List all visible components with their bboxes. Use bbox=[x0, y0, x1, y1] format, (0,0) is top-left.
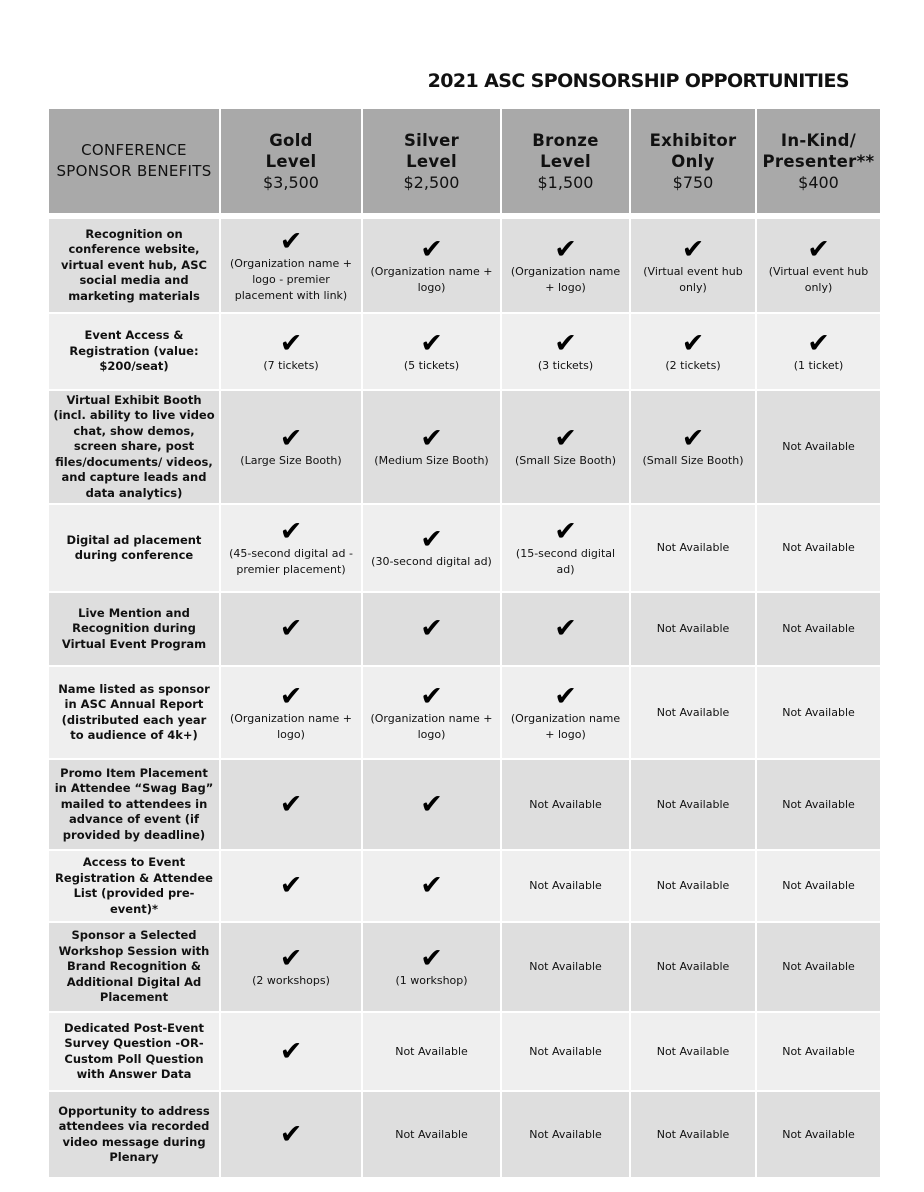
checkmark-icon: ✔ bbox=[554, 613, 577, 644]
cell-silver bbox=[362, 504, 501, 592]
cell-note: (Organization name + logo) bbox=[229, 711, 353, 741]
cell-silver bbox=[362, 592, 501, 666]
header-level-silver bbox=[362, 108, 501, 214]
not-available-text: Not Available bbox=[782, 879, 855, 892]
level-name: Exhibitor bbox=[649, 130, 737, 150]
header-level-inkind bbox=[756, 108, 881, 214]
level-price: $2,500 bbox=[403, 172, 460, 192]
cell-note: (1 ticket) bbox=[793, 358, 844, 372]
cell-inkind bbox=[756, 390, 881, 504]
level-subname: Presenter** bbox=[762, 151, 875, 171]
cell-gold bbox=[220, 759, 362, 850]
header-level-gold bbox=[220, 108, 362, 214]
cell-note: (30-second digital ad) bbox=[371, 555, 492, 568]
cell-silver bbox=[362, 850, 501, 922]
benefit-label: Live Mention and Recognition during Virtual Event Program bbox=[48, 592, 220, 666]
checkmark-icon: ✔ bbox=[279, 225, 303, 257]
level-name: Bronze bbox=[532, 130, 599, 150]
cell-note: (Organization name + logo - premier placement with link) bbox=[229, 256, 353, 302]
checkmark-icon: ✔ bbox=[681, 423, 705, 454]
checkmark-icon: ✔ bbox=[554, 233, 577, 265]
cell-note: (Virtual event hub only) bbox=[768, 264, 869, 294]
checkmark-icon: ✔ bbox=[420, 943, 443, 974]
cell-bronze bbox=[501, 666, 630, 759]
header-level-exhibitor bbox=[630, 108, 756, 214]
checkmark-icon: ✔ bbox=[279, 1035, 303, 1067]
checkmark-icon: ✔ bbox=[279, 613, 303, 644]
level-price: $400 bbox=[798, 172, 839, 192]
cell-gold bbox=[220, 850, 362, 922]
not-available-text: Not Available bbox=[529, 960, 602, 973]
not-available-text: Not Available bbox=[395, 1127, 468, 1141]
level-subname: Level bbox=[406, 151, 457, 171]
cell-inkind bbox=[756, 218, 881, 313]
checkmark-icon: ✔ bbox=[279, 870, 303, 901]
cell-exhibitor bbox=[630, 1012, 756, 1091]
cell-note: (1 workshop) bbox=[395, 974, 468, 987]
level-price: $1,500 bbox=[537, 172, 594, 192]
checkmark-icon: ✔ bbox=[279, 327, 303, 359]
checkmark-icon: ✔ bbox=[279, 516, 303, 547]
not-available-text: Not Available bbox=[656, 797, 730, 811]
cell-note: (Small Size Booth) bbox=[642, 454, 744, 467]
level-name: Silver bbox=[403, 130, 460, 150]
cell-inkind bbox=[756, 666, 881, 759]
cell-exhibitor bbox=[630, 1091, 756, 1178]
cell-inkind bbox=[756, 850, 881, 922]
benefit-label: Recognition on conference website, virtual event hub, ASC social media and marketing materials bbox=[48, 218, 220, 313]
benefit-label: Dedicated Post-Event Survey Question -OR- Custom Poll Question with Answer Data bbox=[48, 1012, 220, 1091]
cell-bronze bbox=[501, 850, 630, 922]
cell-note: (2 tickets) bbox=[665, 358, 721, 372]
table-row bbox=[48, 390, 881, 504]
checkmark-icon: ✔ bbox=[420, 524, 443, 555]
cell-note: (Large Size Booth) bbox=[240, 454, 342, 467]
cell-exhibitor bbox=[630, 759, 756, 850]
level-name: Gold bbox=[269, 130, 313, 150]
table-row bbox=[48, 666, 881, 759]
checkmark-icon: ✔ bbox=[279, 423, 303, 454]
cell-bronze bbox=[501, 592, 630, 666]
table-row bbox=[48, 218, 881, 313]
checkmark-icon: ✔ bbox=[681, 233, 705, 265]
not-available-text: Not Available bbox=[656, 879, 730, 892]
cell-exhibitor bbox=[630, 218, 756, 313]
cell-bronze bbox=[501, 922, 630, 1012]
not-available-text: Not Available bbox=[529, 1044, 602, 1058]
checkmark-icon: ✔ bbox=[279, 680, 303, 712]
level-subname: Level bbox=[540, 151, 591, 171]
cell-note: (Small Size Booth) bbox=[515, 454, 616, 467]
cell-bronze bbox=[501, 1012, 630, 1091]
not-available-text: Not Available bbox=[782, 622, 855, 635]
cell-inkind bbox=[756, 1091, 881, 1178]
table-body bbox=[48, 218, 881, 1178]
cell-note: (7 tickets) bbox=[263, 358, 319, 372]
not-available-text: Not Available bbox=[656, 622, 730, 635]
level-subname: Level bbox=[265, 151, 317, 171]
cell-inkind bbox=[756, 592, 881, 666]
cell-gold bbox=[220, 1091, 362, 1178]
cell-gold bbox=[220, 922, 362, 1012]
cell-silver bbox=[362, 1012, 501, 1091]
not-available-text: Not Available bbox=[782, 440, 855, 453]
not-available-text: Not Available bbox=[656, 960, 730, 973]
cell-gold bbox=[220, 592, 362, 666]
cell-note: (15-second digital ad) bbox=[515, 547, 616, 576]
cell-exhibitor bbox=[630, 592, 756, 666]
checkmark-icon: ✔ bbox=[807, 233, 830, 265]
not-available-text: Not Available bbox=[656, 705, 730, 719]
level-price: $3,500 bbox=[263, 172, 319, 192]
cell-note: (Organization name + logo) bbox=[370, 711, 493, 741]
checkmark-icon: ✔ bbox=[420, 870, 443, 901]
cell-gold bbox=[220, 390, 362, 504]
table-row bbox=[48, 850, 881, 922]
table-row bbox=[48, 759, 881, 850]
cell-exhibitor bbox=[630, 922, 756, 1012]
cell-note: (Organization name + logo) bbox=[510, 711, 621, 741]
page-title: 2021 ASC SPONSORSHIP OPPORTUNITIES bbox=[427, 70, 849, 92]
checkmark-icon: ✔ bbox=[279, 1118, 303, 1150]
cell-note: (3 tickets) bbox=[537, 358, 594, 372]
cell-exhibitor bbox=[630, 313, 756, 390]
cell-silver bbox=[362, 666, 501, 759]
cell-exhibitor bbox=[630, 390, 756, 504]
not-available-text: Not Available bbox=[782, 960, 855, 973]
table-row bbox=[48, 1012, 881, 1091]
not-available-text: Not Available bbox=[782, 1044, 855, 1058]
cell-gold bbox=[220, 1012, 362, 1091]
cell-note: (45-second digital ad - premier placement) bbox=[229, 547, 353, 576]
header-level-bronze bbox=[501, 108, 630, 214]
cell-silver bbox=[362, 218, 501, 313]
benefit-label: Digital ad placement during conference bbox=[48, 504, 220, 592]
checkmark-icon: ✔ bbox=[681, 327, 705, 359]
cell-inkind bbox=[756, 759, 881, 850]
level-name: In-Kind/ bbox=[780, 130, 857, 150]
cell-bronze bbox=[501, 1091, 630, 1178]
checkmark-icon: ✔ bbox=[420, 788, 443, 820]
not-available-text: Not Available bbox=[782, 541, 855, 554]
header-benefits: CONFERENCE SPONSOR BENEFITS bbox=[48, 108, 220, 214]
cell-note: (Organization name + logo) bbox=[370, 264, 493, 294]
not-available-text: Not Available bbox=[656, 541, 730, 554]
cell-gold bbox=[220, 218, 362, 313]
sponsorship-table bbox=[47, 107, 882, 1179]
not-available-text: Not Available bbox=[529, 1127, 602, 1141]
table-row bbox=[48, 1091, 881, 1178]
cell-bronze bbox=[501, 313, 630, 390]
cell-bronze bbox=[501, 759, 630, 850]
cell-inkind bbox=[756, 1012, 881, 1091]
cell-note: (Organization name + logo) bbox=[510, 264, 621, 294]
table-row bbox=[48, 504, 881, 592]
cell-note: (Virtual event hub only) bbox=[643, 264, 743, 294]
cell-silver bbox=[362, 922, 501, 1012]
checkmark-icon: ✔ bbox=[554, 516, 577, 547]
checkmark-icon: ✔ bbox=[420, 423, 443, 454]
checkmark-icon: ✔ bbox=[279, 943, 303, 974]
table-row bbox=[48, 922, 881, 1012]
cell-inkind bbox=[756, 313, 881, 390]
checkmark-icon: ✔ bbox=[420, 233, 443, 265]
benefit-label: Access to Event Registration & Attendee List (provided pre-event)* bbox=[48, 850, 220, 922]
checkmark-icon: ✔ bbox=[554, 327, 577, 359]
cell-inkind bbox=[756, 504, 881, 592]
not-available-text: Not Available bbox=[656, 1044, 730, 1058]
cell-exhibitor bbox=[630, 666, 756, 759]
not-available-text: Not Available bbox=[395, 1044, 468, 1058]
cell-bronze bbox=[501, 390, 630, 504]
benefit-label: Opportunity to address attendees via recorded video message during Plenary bbox=[48, 1091, 220, 1178]
cell-bronze bbox=[501, 218, 630, 313]
cell-silver bbox=[362, 313, 501, 390]
cell-silver bbox=[362, 759, 501, 850]
benefit-label: Event Access & Registration (value: $200/seat) bbox=[48, 313, 220, 390]
cell-bronze bbox=[501, 504, 630, 592]
not-available-text: Not Available bbox=[529, 879, 602, 892]
cell-gold bbox=[220, 666, 362, 759]
benefit-label: Promo Item Placement in Attendee “Swag Bag” mailed to attendees in advance of event (if provided by deadline) bbox=[48, 759, 220, 850]
checkmark-icon: ✔ bbox=[807, 327, 830, 359]
cell-gold bbox=[220, 313, 362, 390]
cell-silver bbox=[362, 390, 501, 504]
not-available-text: Not Available bbox=[782, 705, 855, 719]
cell-silver bbox=[362, 1091, 501, 1178]
not-available-text: Not Available bbox=[782, 1127, 855, 1141]
checkmark-icon: ✔ bbox=[279, 788, 303, 820]
level-subname: Only bbox=[671, 151, 715, 171]
benefit-label: Name listed as sponsor in ASC Annual Report (distributed each year to audience of 4k+) bbox=[48, 666, 220, 759]
not-available-text: Not Available bbox=[529, 797, 602, 811]
cell-gold bbox=[220, 504, 362, 592]
table-header bbox=[48, 108, 881, 218]
cell-inkind bbox=[756, 922, 881, 1012]
not-available-text: Not Available bbox=[656, 1127, 730, 1141]
cell-exhibitor bbox=[630, 850, 756, 922]
cell-note: (2 workshops) bbox=[252, 974, 330, 987]
table-row bbox=[48, 592, 881, 666]
cell-note: (5 tickets) bbox=[403, 358, 460, 372]
not-available-text: Not Available bbox=[782, 797, 855, 811]
level-price: $750 bbox=[672, 172, 714, 192]
cell-exhibitor bbox=[630, 504, 756, 592]
checkmark-icon: ✔ bbox=[420, 613, 443, 644]
checkmark-icon: ✔ bbox=[420, 327, 443, 359]
checkmark-icon: ✔ bbox=[554, 423, 577, 454]
checkmark-icon: ✔ bbox=[420, 680, 443, 712]
benefit-label: Sponsor a Selected Workshop Session with Brand Recognition & Additional Digital Ad Placement bbox=[48, 922, 220, 1012]
table-row bbox=[48, 313, 881, 390]
benefit-label: Virtual Exhibit Booth (incl. ability to live video chat, show demos, screen share, post files/documents/ videos, and capture leads and data analytics) bbox=[48, 390, 220, 504]
cell-note: (Medium Size Booth) bbox=[374, 454, 489, 467]
checkmark-icon: ✔ bbox=[554, 680, 577, 712]
